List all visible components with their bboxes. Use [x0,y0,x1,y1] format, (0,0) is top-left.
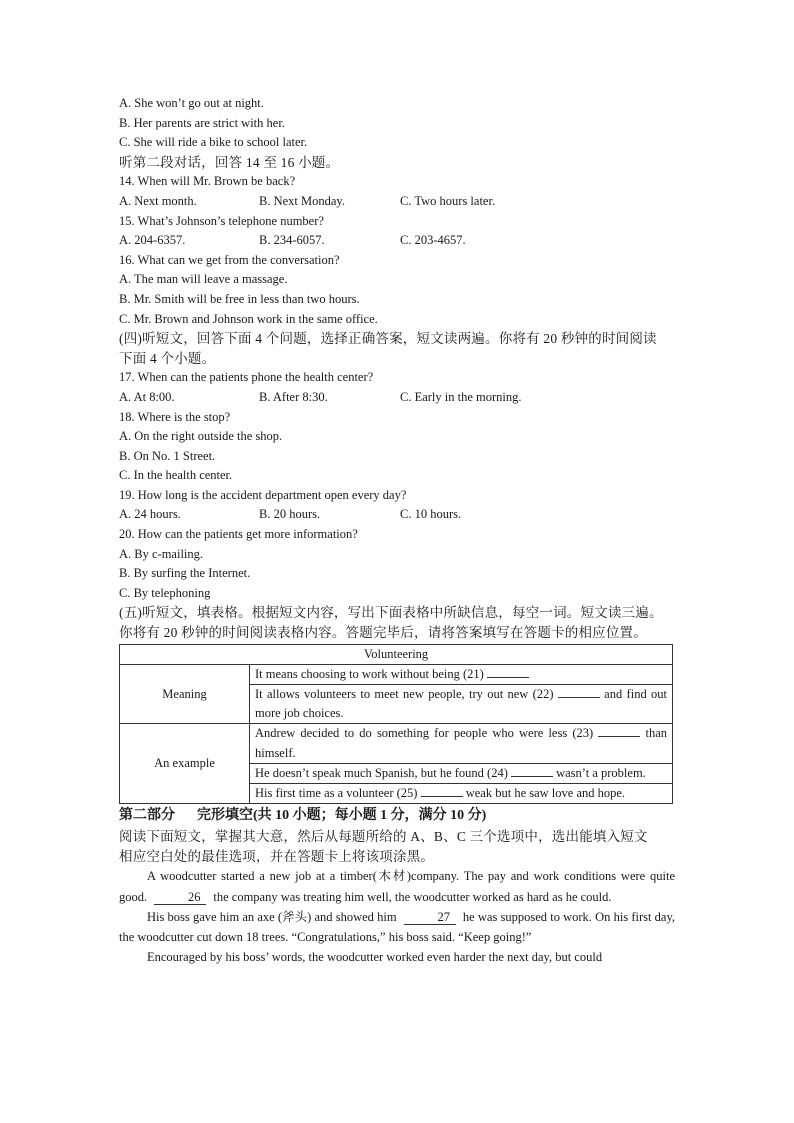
row23-text-b: than himself. [255,726,668,760]
q17-option-a: A. At 8:00. [119,389,175,404]
q14-option-c: C. Two hours later. [400,193,496,208]
row25-text-a: His first time as a volunteer (25) [255,786,418,801]
row22-text-a: It allows volunteers to meet new people, try out new (22) [255,687,554,702]
q14-stem: 14. When will Mr. Brown be back? [119,174,296,189]
blank-27: 27 [404,910,456,925]
q19-stem: 19. How long is the accident department open every day? [119,487,407,502]
p2-text-b: he was supposed to work. On his first day, the woodcutter cut down 18 trees. “Congratulations,” his boss said. “Keep going!” [119,909,676,945]
volunteering-table [119,644,673,805]
passage-paragraph-1 [119,866,675,906]
q19-option-b: B. 20 hours. [259,507,321,522]
q20-option-b: B. By surfing the Internet. [119,566,251,581]
part2-instruction-line2: 相应空白处的最佳选项，并在答题卡上将该项涂黑。 [119,848,435,864]
row22-text-b: and find out more job choices. [255,687,667,721]
dialogue-2-instruction: 听第二段对话，回答 14 至 16 小题。 [119,154,340,170]
part2-heading [119,805,675,827]
p1-text-b: the company was treating him well, the woodcutter worked as hard as he could. [213,889,612,904]
part2-instruction-line1: 阅读下面短文，掌握其大意，然后从每题所给的 A、B、C 三个选项中，选出能填入短文 [119,829,648,845]
part4-instruction-line2: 下面 4 个小题。 [119,350,216,366]
q18-stem: 18. Where is the stop? [119,409,231,424]
q16-option-b: B. Mr. Smith will be free in less than two hours. [119,291,360,306]
q19-option-c: C. 10 hours. [400,507,462,522]
blank-21 [487,665,529,678]
q16-option-a: A. The man will leave a massage. [119,272,288,287]
row24-text-b: wasn’t a problem. [556,765,646,780]
q17-option-c: C. Early in the morning. [400,389,522,404]
q16-option-c: C. Mr. Brown and Johnson work in the same office. [119,311,378,326]
passage-paragraph-3: Encouraged by his boss’ words, the woodcutter worked even harder the next day, but could [147,950,603,965]
blank-24 [511,764,553,777]
q20-stem: 20. How can the patients get more information? [119,527,358,542]
part4-instruction-line1: (四)听短文，回答下面 4 个问题，选择正确答案，短文读两遍。你将有 20 秒钟的时间阅读 [119,331,657,347]
q17-options [119,388,675,408]
table-row-21 [250,664,673,684]
part2-title: 第二部分 [119,808,175,824]
q19-option-a: A. 24 hours. [119,507,181,522]
blank-25 [421,784,463,797]
table-header: Volunteering [120,644,673,664]
q16-stem: 16. What can we get from the conversation? [119,252,340,267]
q17-stem: 17. When can the patients phone the health center? [119,370,374,385]
q20-option-c: C. By telephoning [119,585,211,600]
q17-option-b: B. After 8:30. [259,389,328,404]
q14-option-a: A. Next month. [119,193,197,208]
part2-subtitle: 完形填空(共 10 小题；每小题 1 分，满分 10 分) [197,808,487,824]
p2-text-a: His boss gave him an axe (斧头) and showed him [147,909,397,924]
row23-text-a: Andrew decided to do something for people who were less (23) [255,726,594,741]
q13-option-a: A. She won’t go out at night. [119,96,264,110]
q18-option-b: B. On No. 1 Street. [119,448,216,463]
table-row-23 [250,724,673,763]
q14-option-b: B. Next Monday. [259,193,345,208]
q13-option-b: B. Her parents are strict with her. [119,115,285,130]
q15-stem: 15. What’s Johnson’s telephone number? [119,213,324,228]
row24-text-a: He doesn’t speak much Spanish, but he found (24) [255,765,508,780]
exam-page [119,94,675,967]
meaning-label: Meaning [120,664,250,724]
table-row-25 [250,784,673,804]
q18-option-a: A. On the right outside the shop. [119,429,283,444]
part5-instruction-line2: 你将有 20 秒钟的时间阅读表格内容。答题完毕后，请将答案填写在答题卡的相应位置。 [119,625,647,641]
table-row-22 [250,685,673,724]
passage-paragraph-2 [119,907,675,947]
q20-option-a: A. By c-mailing. [119,546,204,561]
blank-23 [598,724,640,737]
q15-option-c: C. 203-4657. [400,233,466,248]
q15-option-a: A. 204-6357. [119,233,186,248]
blank-26: 26 [154,890,206,905]
q15-option-b: B. 234-6057. [259,233,325,248]
q14-options [119,192,675,212]
q19-options [119,505,675,525]
p1-text-a: A woodcutter started a new job at a timber(木材)company. The pay and work conditions were quite good. [119,869,675,904]
example-label: An example [120,724,250,804]
row25-text-b: weak but he saw love and hope. [465,786,626,801]
q13-option-c: C. She will ride a bike to school later. [119,135,308,150]
part5-instruction-line1: (五)听短文，填表格。根据短文内容，写出下面表格中所缺信息，每空一词。短文读三遍。 [119,605,663,621]
q18-option-c: C. In the health center. [119,468,233,483]
blank-22 [558,685,600,698]
table-row-24 [250,763,673,783]
row21-text: It means choosing to work without being (21) [255,666,484,681]
q15-options [119,231,675,251]
